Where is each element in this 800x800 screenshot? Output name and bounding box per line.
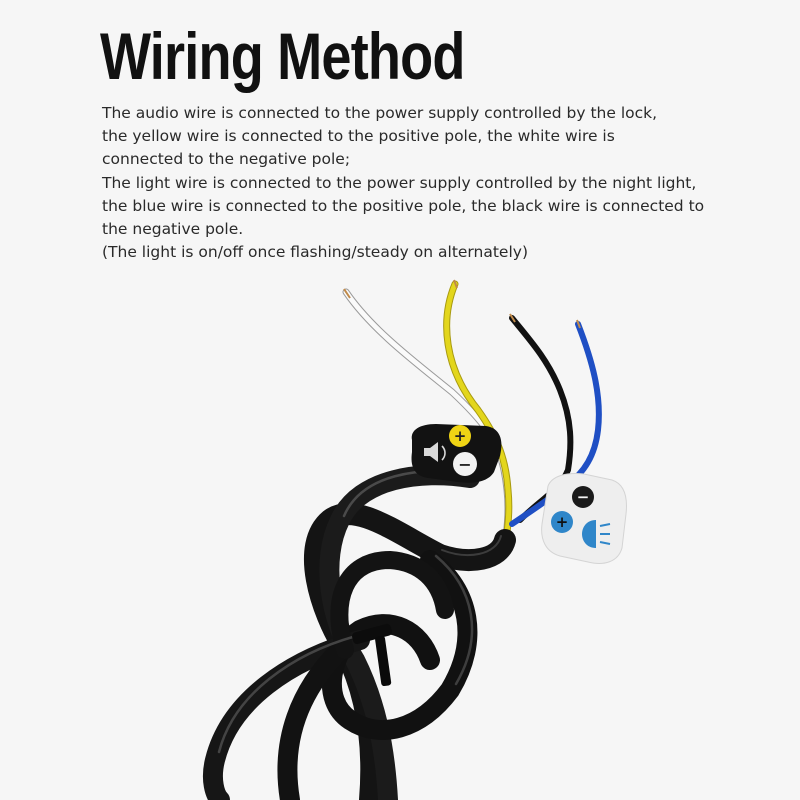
description-line: the yellow wire is connected to the positive pole, the white wire is [102,127,615,146]
plus-symbol: + [555,513,569,531]
plus-symbol: + [453,427,467,445]
page-title: Wiring Method [100,19,465,93]
product-photo [0,270,800,800]
wiring-description [102,102,762,264]
description-line: (The light is on/off once flashing/steady on alternately) [102,243,528,262]
minus-symbol: − [576,488,590,506]
headlight-icon [582,520,610,548]
description-line: The light wire is connected to the power supply controlled by the night light, [102,173,697,192]
light-wire-tag [542,474,627,564]
audio-wire-tag [412,424,502,483]
description-line: the blue wire is connected to the positive pole, the black wire is connected to [102,196,705,215]
description-line: The audio wire is connected to the power supply controlled by the lock, [102,104,658,122]
description-line: connected to the negative pole; [102,150,351,169]
yellow-wire [447,280,509,540]
description-line: the negative pole. [102,220,244,239]
minus-symbol: − [458,455,472,474]
